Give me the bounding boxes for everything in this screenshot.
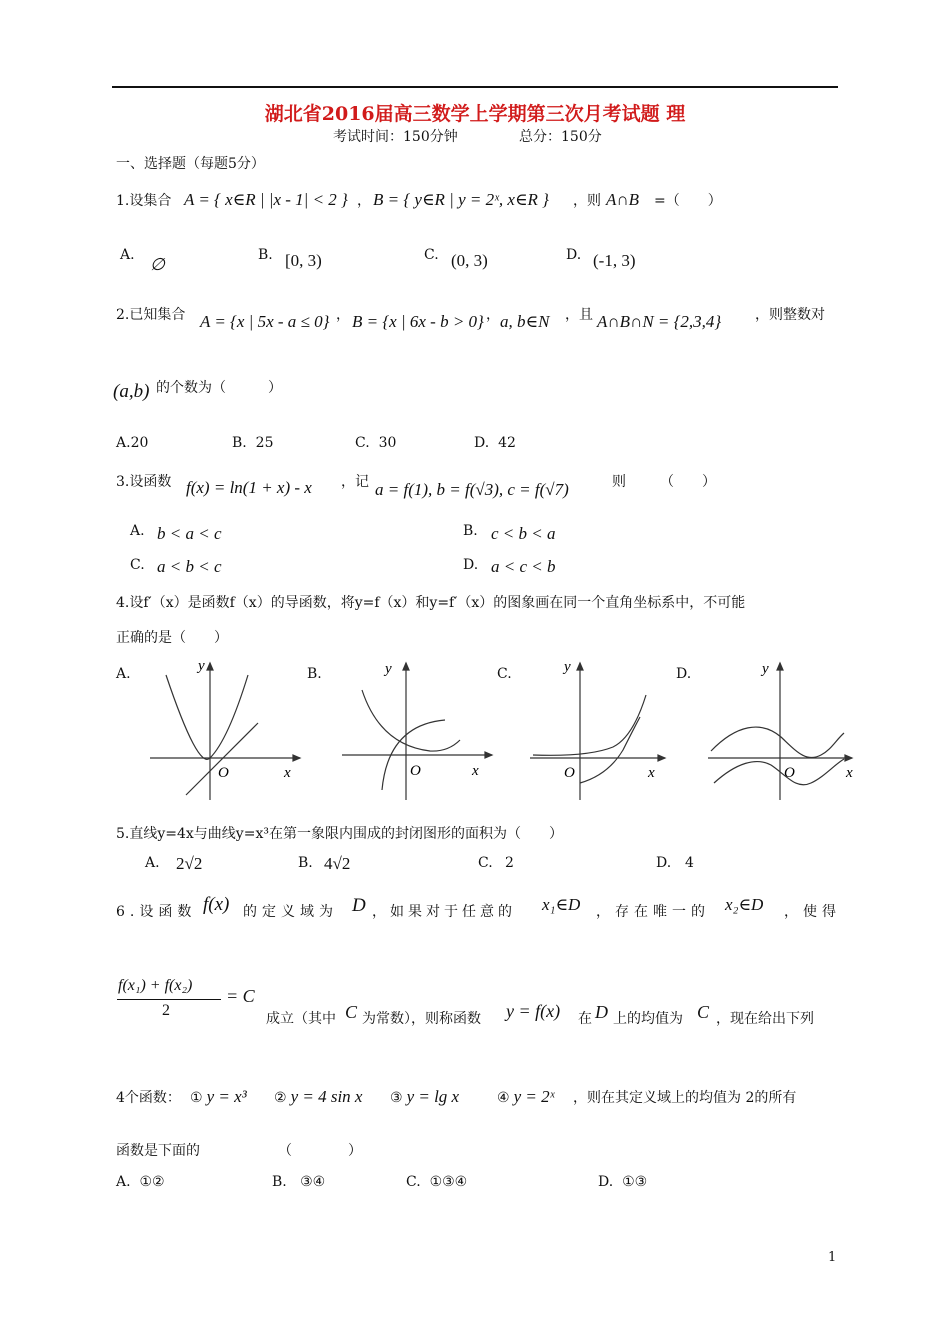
q6-fraction-numerator: f(x₁) + f(x₂) [118, 977, 193, 994]
q1-option-a: ∅ [150, 255, 165, 274]
q6-option-c [406, 1174, 467, 1190]
q6-fraction-denominator: 2 [162, 1002, 170, 1019]
q3-option-c: a < b < c [157, 557, 222, 576]
q6-x1: x₁∈D [542, 895, 581, 914]
y-arrow-icon [207, 663, 213, 670]
q6-part-2: 的定义域为 [243, 904, 338, 920]
x-arrow-icon [845, 755, 852, 761]
x-arrow-icon [293, 755, 300, 761]
exam-title: 湖北省2016届高三数学上学期第三次月考试题 理 [264, 103, 686, 125]
q2-set-b: B = {x | 6x - b > 0} [352, 312, 484, 331]
q6-func-2 [274, 1087, 362, 1107]
q6-option-c-value: ①③④ [429, 1174, 468, 1190]
q2-set-a: A = {x | 5x - a ≤ 0} [200, 312, 330, 331]
q6-func-3 [390, 1087, 459, 1107]
q2-ask: ，则整数对 [755, 307, 825, 323]
origin-label: O [410, 763, 421, 779]
q1-ask: ，则 [573, 193, 601, 209]
q4-graph-c-label: C. [497, 666, 512, 682]
q6-part-6: 成立（其中 [266, 1011, 336, 1027]
q2-option-d-letter: D. [474, 435, 490, 451]
q2-option-b [232, 435, 273, 451]
total-score: 总分：150分 [519, 129, 602, 145]
q6-option-a-value: ①② [139, 1174, 165, 1190]
q3-option-a: b < a < c [157, 524, 222, 543]
q2-option-c-value: 30 [378, 435, 397, 451]
curve-f [533, 695, 646, 755]
q5-stem: 5.直线y=4x与曲线y=x³在第一象限内围成的封闭图形的面积为（ ） [116, 826, 563, 842]
q2-option-d-value: 42 [498, 435, 516, 451]
q6-func-2-mark: ② [274, 1090, 287, 1106]
q6-fraction-bar [117, 999, 221, 1000]
axis-x-label: x [472, 763, 479, 779]
curve-f [711, 727, 844, 757]
q2-sep: ， [336, 307, 350, 323]
q1-sep: ， [357, 193, 371, 209]
q6-func-2-expr: y = 4 sin x [290, 1087, 363, 1106]
q6-option-b-value: ③④ [300, 1174, 326, 1190]
q6-part-9: 上的均值为 [613, 1011, 683, 1027]
q5-option-c-letter: C. [478, 855, 493, 871]
q2-option-c [355, 435, 396, 451]
q4-graph-a [148, 655, 303, 805]
q1-option-c: (0, 3) [451, 251, 488, 270]
section-heading: 一、选择题（每题5分） [116, 156, 265, 172]
q6-D-2: D [595, 1002, 608, 1022]
q2-and: ，且 [565, 307, 593, 323]
q6-option-a [116, 1174, 165, 1190]
q3-note: ，记 [341, 474, 369, 490]
q6-option-a-letter: A. [116, 1174, 131, 1190]
q1-option-d: (-1, 3) [593, 251, 636, 270]
q2-pair: (a,b) [113, 381, 150, 402]
q4-graph-c [528, 655, 668, 805]
page-number: 1 [828, 1250, 837, 1265]
q6-part-8: 在 [578, 1011, 592, 1027]
q2-sep2: ， [486, 307, 500, 323]
q6-option-b-letter: B. [272, 1174, 287, 1190]
q5-option-b: 4√2 [324, 854, 351, 873]
q3-ask: 则 [612, 474, 626, 490]
q6-part-13: 函数是下面的 [116, 1143, 200, 1159]
q3-option-d: a < c < b [491, 557, 556, 576]
q6-C-2: C [697, 1002, 710, 1022]
q6-func-3-mark: ③ [390, 1090, 403, 1106]
q1-set-b: B = { y∈R | y = 2ˣ, x∈R } [373, 190, 549, 209]
q2-option-a-value: 20 [130, 435, 149, 451]
q2-option-d [474, 435, 516, 451]
exam-time: 考试时间：150分钟 [333, 129, 458, 145]
q4-graph-a-label: A. [116, 666, 131, 682]
q1-blank: =（ ） [654, 193, 722, 209]
q6-func-1-mark: ① [190, 1090, 203, 1106]
x-arrow-icon [485, 752, 492, 758]
q1-option-b-letter: B. [258, 247, 273, 263]
line-f-prime [186, 723, 258, 795]
q4-line-1: 4.设f′（x）是函数f（x）的导函数，将y=f（x）和y=f′（x）的图象画在同一个直角坐标系中，不可能 [116, 595, 746, 611]
q2-stem: 2.已知集合 [116, 307, 186, 323]
q4-graph-b [340, 655, 495, 805]
q5-option-b-letter: B. [298, 855, 313, 871]
q6-yfx: y = f(x) [506, 1001, 561, 1021]
q6-part-10: ，现在给出下列 [716, 1011, 814, 1027]
axis-x-label: x [846, 765, 853, 781]
q3-func: f(x) = ln(1 + x) - x [186, 478, 312, 497]
x-arrow-icon [658, 755, 665, 761]
q5-option-a: 2√2 [176, 854, 203, 873]
y-arrow-icon [577, 663, 583, 670]
axis-y-label: y [198, 658, 205, 674]
q3-option-c-letter: C. [130, 557, 145, 573]
header-rule [112, 86, 838, 88]
q6-func-1-expr: y = x³ [206, 1087, 247, 1106]
q4-graph-d [706, 655, 858, 805]
y-arrow-icon [777, 663, 783, 670]
q6-option-c-letter: C. [406, 1174, 421, 1190]
q6-fraction-equals: = C [226, 986, 255, 1006]
q5-option-a-letter: A. [145, 855, 160, 871]
q2-option-c-letter: C. [355, 435, 370, 451]
q6-C: C [345, 1002, 358, 1022]
curve-f-prime [714, 759, 844, 785]
q6-func-4 [497, 1087, 554, 1107]
q1-set-a: A = { x∈R | |x - 1| < 2 } [184, 190, 348, 209]
q6-option-b [272, 1174, 325, 1190]
y-arrow-icon [403, 663, 409, 670]
q3-option-d-letter: D. [463, 557, 479, 573]
q3-vals: a = f(1), b = f(√3), c = f(√7) [375, 480, 569, 499]
q3-option-b-letter: B. [463, 523, 478, 539]
curve-f-prime [580, 717, 640, 783]
axis-y-label: y [762, 661, 769, 677]
q2-tail: 的个数为（ ） [156, 380, 282, 396]
q6-func-4-mark: ④ [497, 1090, 510, 1106]
q4-graph-d-label: D. [676, 666, 692, 682]
q2-option-a [116, 435, 148, 451]
q6-option-d [598, 1174, 647, 1190]
q3-option-b: c < b < a [491, 524, 556, 543]
q1-expr: A∩B [606, 190, 640, 209]
origin-label: O [784, 765, 795, 781]
axis-x-label: x [284, 765, 291, 781]
q2-option-b-value: 25 [255, 435, 274, 451]
q5-option-d-letter: D. [656, 855, 672, 871]
q3-stem: 3.设函数 [116, 474, 172, 490]
q6-part-1: 6.设函数 [116, 904, 197, 920]
q6-part-7: 为常数），则称函数 [362, 1011, 481, 1027]
q2-option-a-letter: A. [116, 435, 131, 451]
q6-func-3-expr: y = lg x [406, 1087, 460, 1106]
q6-func-1 [190, 1087, 247, 1107]
curve-f [166, 675, 248, 759]
q4-graph-b-label: B. [307, 666, 322, 682]
q6-func-4-expr: y = 2ˣ [513, 1087, 555, 1106]
curve-f [362, 690, 460, 751]
q6-blank: （ ） [278, 1143, 362, 1159]
q5-option-c: 2 [505, 855, 514, 871]
q3-option-a-letter: A. [130, 523, 145, 539]
axis-y-label: y [564, 659, 571, 675]
q5-option-d: 4 [685, 855, 694, 871]
q6-option-d-letter: D. [598, 1174, 614, 1190]
q4-line-2: 正确的是（ ） [116, 630, 228, 646]
q6-D: D [352, 895, 366, 916]
q6-part-5: ，使得 [784, 904, 841, 920]
q3-blank: （ ） [660, 474, 716, 490]
q1-stem: 1.设集合 [116, 193, 172, 209]
q1-option-c-letter: C. [424, 247, 439, 263]
q1-option-d-letter: D. [566, 247, 582, 263]
q2-option-b-letter: B. [232, 435, 247, 451]
origin-label: O [218, 765, 229, 781]
q6-x2: x₂∈D [725, 895, 764, 914]
q6-part-11: 4个函数： [116, 1090, 181, 1106]
q1-option-a-letter: A. [120, 247, 135, 263]
q6-part-12: ，则在其定义域上的均值为 2的所有 [573, 1090, 797, 1106]
origin-label: O [564, 765, 575, 781]
q2-cond: a, b∈N [500, 312, 550, 331]
q6-option-d-value: ①③ [622, 1174, 648, 1190]
q6-part-4: ，存在唯一的 [596, 904, 710, 920]
q2-inter: A∩B∩N = {2,3,4} [597, 312, 722, 331]
q6-part-3: ，如果对于任意的 [372, 904, 516, 920]
axis-y-label: y [385, 661, 392, 677]
axis-x-label: x [648, 765, 655, 781]
q1-option-b: [0, 3) [285, 251, 322, 270]
q6-fx: f(x) [203, 894, 230, 915]
